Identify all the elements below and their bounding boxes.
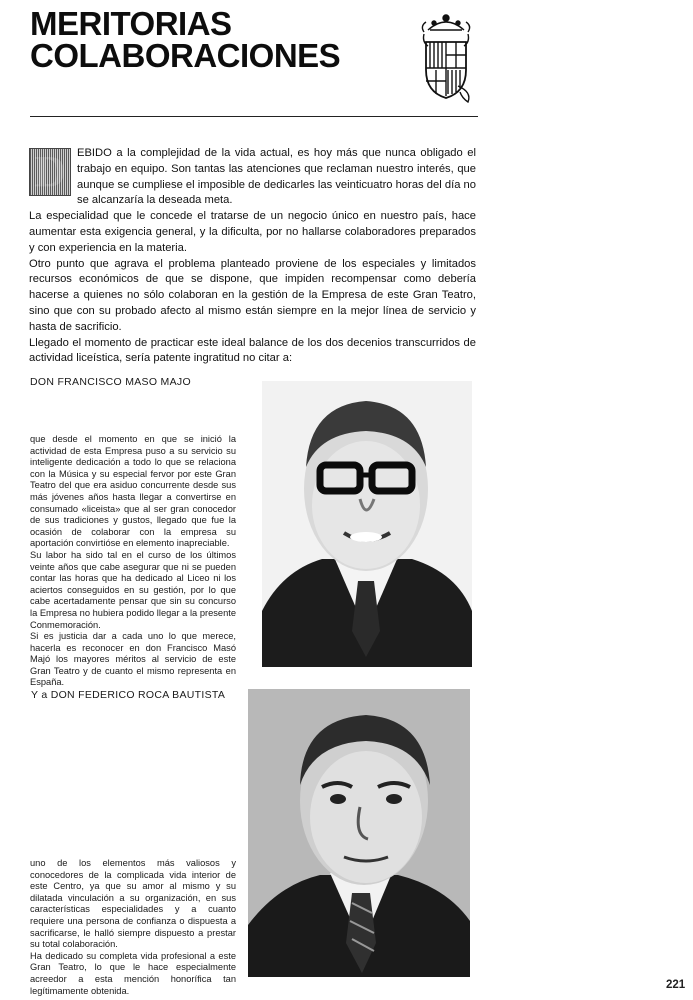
drop-cap-letter: D bbox=[34, 147, 66, 197]
intro-paragraph: Otro punto que agrava el problema planteado proviene de los especiales y limitados recursos económicos de que se dispone, que impiden recompensar como debería hacerse a quienes no sólo colaboran en la gestión de la Empresa de este Gran Teatro, sino que con su probado afecto al mismo están siempre en la mejor línea de servicio y hasta de sacrificio. bbox=[29, 257, 476, 333]
person2-paragraph: Ha dedicado su completa vida profesional a este Gran Teatro, lo que le hace especialmente acreedor a esta mención honorífica tan legítimamente obtenida. bbox=[30, 950, 236, 996]
person1-paragraph: Si es justicia dar a cada uno lo que merece, hacerla es reconocer en don Francisco Masó Majó los mayores méritos al servicio de este Gran Teatro y de cuanto el mismo representa en España. bbox=[30, 631, 236, 688]
title-line-2: COLABORACIONES bbox=[30, 37, 341, 74]
page-title bbox=[30, 5, 341, 74]
title-line-1: MERITORIAS bbox=[30, 5, 232, 42]
person2-heading: Y a DON FEDERICO ROCA BAUTISTA bbox=[31, 689, 226, 701]
person2-paragraph: uno de los elementos más valiosos y conocedores de la complicada vida interior de este Centro, ya que su amor al mismo y su dilatada vinculación a su organización, en sus características especialidades y a cuanto requiere una persona de confianza o dispuesta a sacrificarse, le halló siempre dispuesto a prestar su total colaboración. bbox=[30, 858, 236, 950]
person1-paragraph: Su labor ha sido tal en el curso de los últimos veinte años que cabe asegurar que ni se pueden contar las horas que ha dedicado al Liceo ni los aciertos conseguidos en su gestión, por lo que cabe acertadamente pensar que sin su concurso la Empresa no hubiera podido llegar a la presente Conmemoración. bbox=[30, 549, 236, 630]
page-number: 221 bbox=[666, 979, 686, 991]
introduction bbox=[29, 146, 476, 367]
person1-paragraph: que desde el momento en que se inició la actividad de esta Empresa puso a su servicio su inteligente dedicación a todo lo que se relaciona con la Música y su especial fervor por este Gran Teatro del que era asiduo concurrente desde sus más jóvenes años hasta llegar a convertirse en consumado «liceista» que al ser gran conocedor de sus tradiciones y gustos, llegado que fue la ocasión de colaborar con la empresa su aportación convirtióse en elemento inapreciable. bbox=[30, 434, 236, 549]
coat-of-arms-icon bbox=[414, 8, 478, 104]
intro-paragraph: Llegado el momento de practicar este ideal balance de los dos decenios transcurridos de actividad liceística, sería patente ingratitud no citar a: bbox=[29, 336, 476, 365]
header-divider bbox=[30, 116, 478, 117]
drop-cap bbox=[29, 148, 71, 196]
intro-paragraph: EBIDO a la complejidad de la vida actual, es hoy más que nunca obligado el trabajo en equipo. Son tantas las atenciones que reclaman nuestro interés, que aunque se cumpliese el imposible de dedicarles las veinticuatro horas del día no se alcanzaría la deseada meta. bbox=[77, 147, 476, 207]
person2-bio bbox=[30, 858, 236, 997]
portrait-photo-roca bbox=[248, 689, 470, 977]
person1-bio bbox=[30, 434, 236, 689]
portrait-photo-masó bbox=[262, 381, 472, 667]
person1-heading: DON FRANCISCO MASO MAJO bbox=[30, 376, 191, 388]
intro-paragraph: La especialidad que le concede el tratarse de un negocio único en nuestro país, hace aumentar esta exigencia general, y la dificulta, por no hallarse colaboradores preparados y con experiencia en la materia. bbox=[29, 210, 476, 254]
